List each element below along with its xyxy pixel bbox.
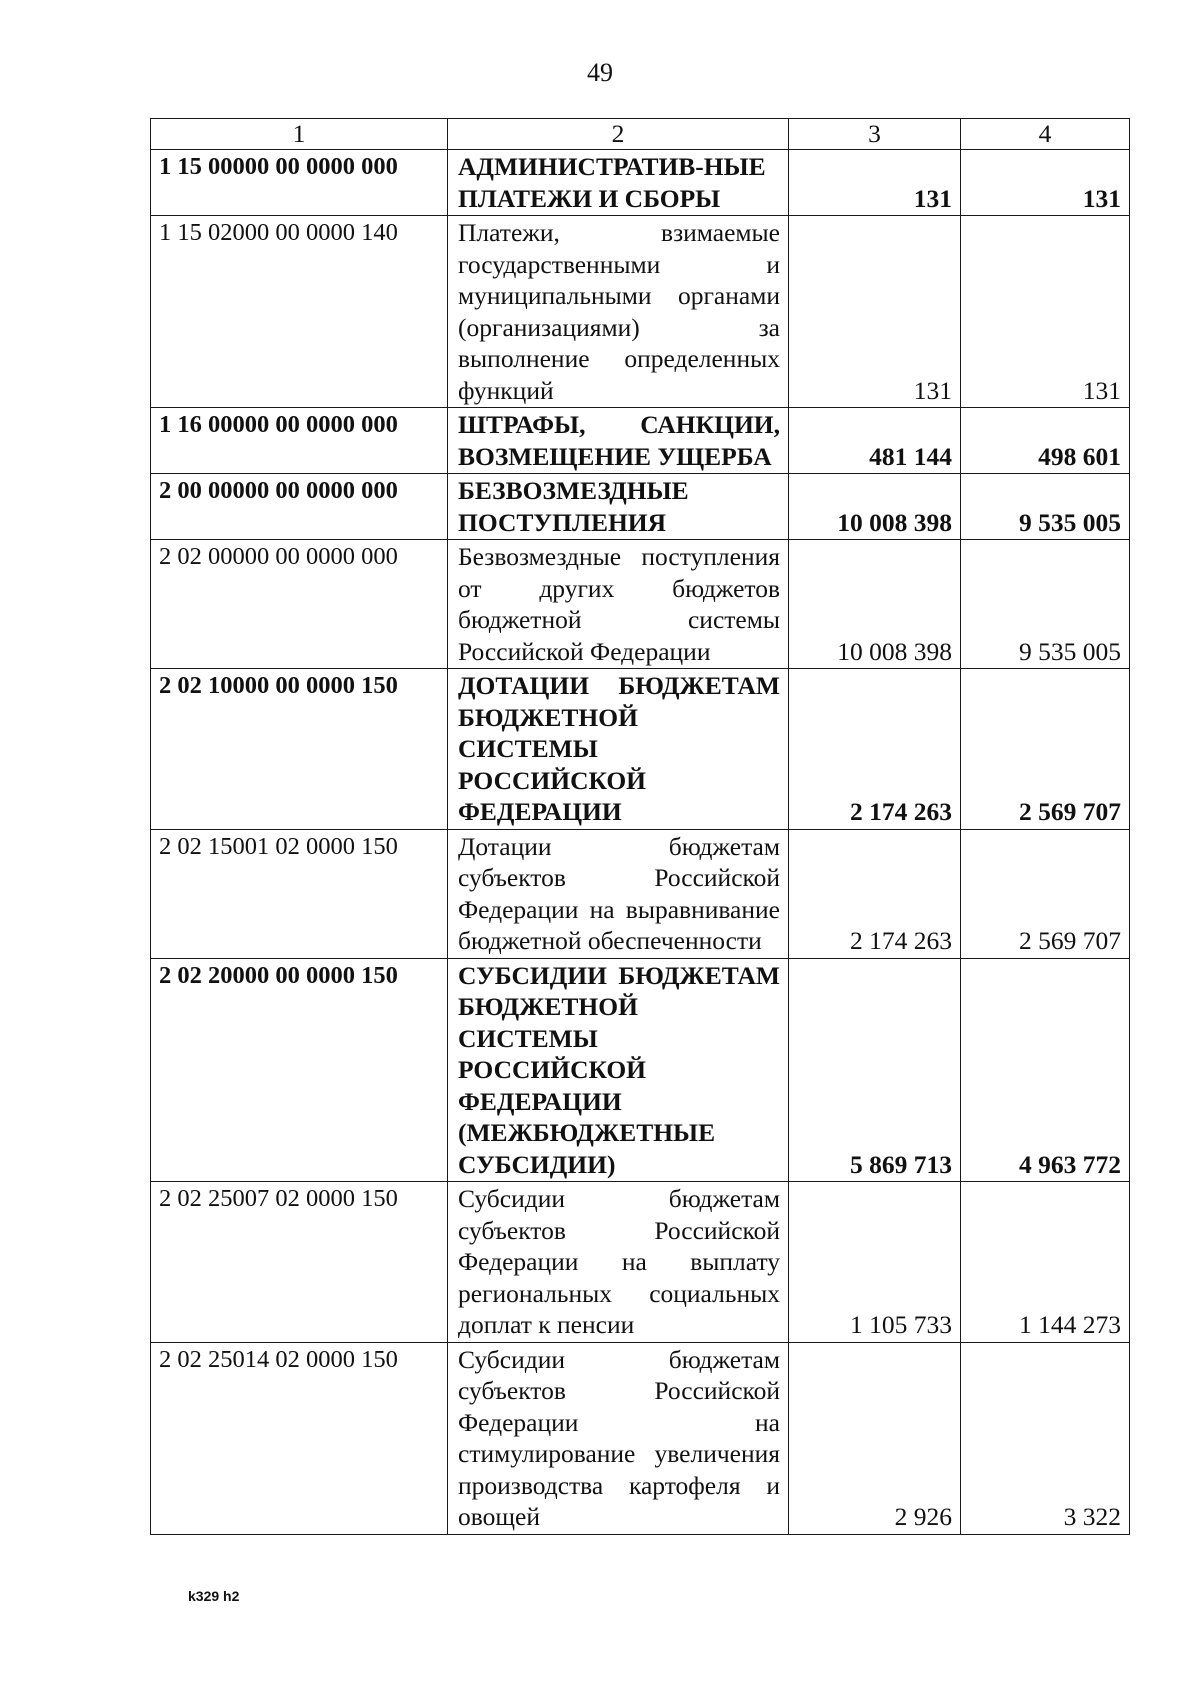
table-row <box>151 474 1130 540</box>
revenue-name: Безвозмездные поступления от других бюджетов бюджетной системы Российской Федерации <box>448 540 789 669</box>
column-header-1: 1 <box>151 119 448 150</box>
amount-col3: 2 926 <box>789 1342 961 1534</box>
revenue-name: БЕЗВОЗМЕЗДНЫЕ ПОСТУПЛЕНИЯ <box>448 474 789 540</box>
amount-col4: 498 601 <box>961 408 1130 474</box>
table-row <box>151 829 1130 958</box>
budget-code: 1 15 00000 00 0000 000 <box>151 150 448 216</box>
table-row <box>151 408 1130 474</box>
table-row <box>151 958 1130 1182</box>
amount-col4: 1 144 273 <box>961 1182 1130 1343</box>
table-row <box>151 1342 1130 1534</box>
amount-col3: 10 008 398 <box>789 474 961 540</box>
budget-code: 2 02 25014 02 0000 150 <box>151 1342 448 1534</box>
amount-col4: 2 569 707 <box>961 829 1130 958</box>
budget-code: 2 02 00000 00 0000 000 <box>151 540 448 669</box>
amount-col4: 4 963 772 <box>961 958 1130 1182</box>
budget-code: 2 00 00000 00 0000 000 <box>151 474 448 540</box>
budget-code: 2 02 20000 00 0000 150 <box>151 958 448 1182</box>
amount-col3: 481 144 <box>789 408 961 474</box>
revenue-name: ДОТАЦИИ БЮДЖЕТАМ БЮДЖЕТНОЙ СИСТЕМЫ РОССИЙСКОЙ ФЕДЕРАЦИИ <box>448 669 789 830</box>
column-header-2: 2 <box>448 119 789 150</box>
amount-col4: 131 <box>961 150 1130 216</box>
table-row <box>151 150 1130 216</box>
budget-code: 2 02 15001 02 0000 150 <box>151 829 448 958</box>
amount-col4: 2 569 707 <box>961 669 1130 830</box>
page-number: 49 <box>587 58 613 87</box>
amount-col3: 5 869 713 <box>789 958 961 1182</box>
revenue-name: Дотации бюджетам субъектов Российской Федерации на выравнивание бюджетной обеспеченности <box>448 829 789 958</box>
amount-col3: 131 <box>789 150 961 216</box>
amount-col4: 9 535 005 <box>961 540 1130 669</box>
table-row <box>151 540 1130 669</box>
revenue-name: ШТРАФЫ, САНКЦИИ, ВОЗМЕЩЕНИЕ УЩЕРБА <box>448 408 789 474</box>
budget-code: 2 02 10000 00 0000 150 <box>151 669 448 830</box>
revenue-name: Платежи, взимаемые государственными и муниципальными органами (организациями) за выполнение определенных функций <box>448 216 789 408</box>
column-header-3: 3 <box>789 119 961 150</box>
amount-col3: 2 174 263 <box>789 669 961 830</box>
amount-col3: 2 174 263 <box>789 829 961 958</box>
amount-col3: 10 008 398 <box>789 540 961 669</box>
budget-code: 1 16 00000 00 0000 000 <box>151 408 448 474</box>
table-row <box>151 1182 1130 1343</box>
budget-revenue-table <box>150 118 1130 1535</box>
amount-col3: 131 <box>789 216 961 408</box>
column-header-4: 4 <box>961 119 1130 150</box>
revenue-name: АДМИНИСТРАТИВ-НЫЕ ПЛАТЕЖИ И СБОРЫ <box>448 150 789 216</box>
amount-col4: 9 535 005 <box>961 474 1130 540</box>
budget-code: 2 02 25007 02 0000 150 <box>151 1182 448 1343</box>
table-row <box>151 216 1130 408</box>
revenue-name: Субсидии бюджетам субъектов Российской Федерации на стимулирование увеличения производства картофеля и овощей <box>448 1342 789 1534</box>
revenue-name: СУБСИДИИ БЮДЖЕТАМ БЮДЖЕТНОЙ СИСТЕМЫ РОССИЙСКОЙ ФЕДЕРАЦИИ (МЕЖБЮДЖЕТНЫЕ СУБСИДИИ) <box>448 958 789 1182</box>
budget-code: 1 15 02000 00 0000 140 <box>151 216 448 408</box>
table-row <box>151 669 1130 830</box>
amount-col3: 1 105 733 <box>789 1182 961 1343</box>
document-footer-mark: k329 h2 <box>188 1588 240 1604</box>
amount-col4: 131 <box>961 216 1130 408</box>
table-header-row <box>151 119 1130 150</box>
amount-col4: 3 322 <box>961 1342 1130 1534</box>
revenue-name: Субсидии бюджетам субъектов Российской Федерации на выплату региональных социальных доплат к пенсии <box>448 1182 789 1343</box>
